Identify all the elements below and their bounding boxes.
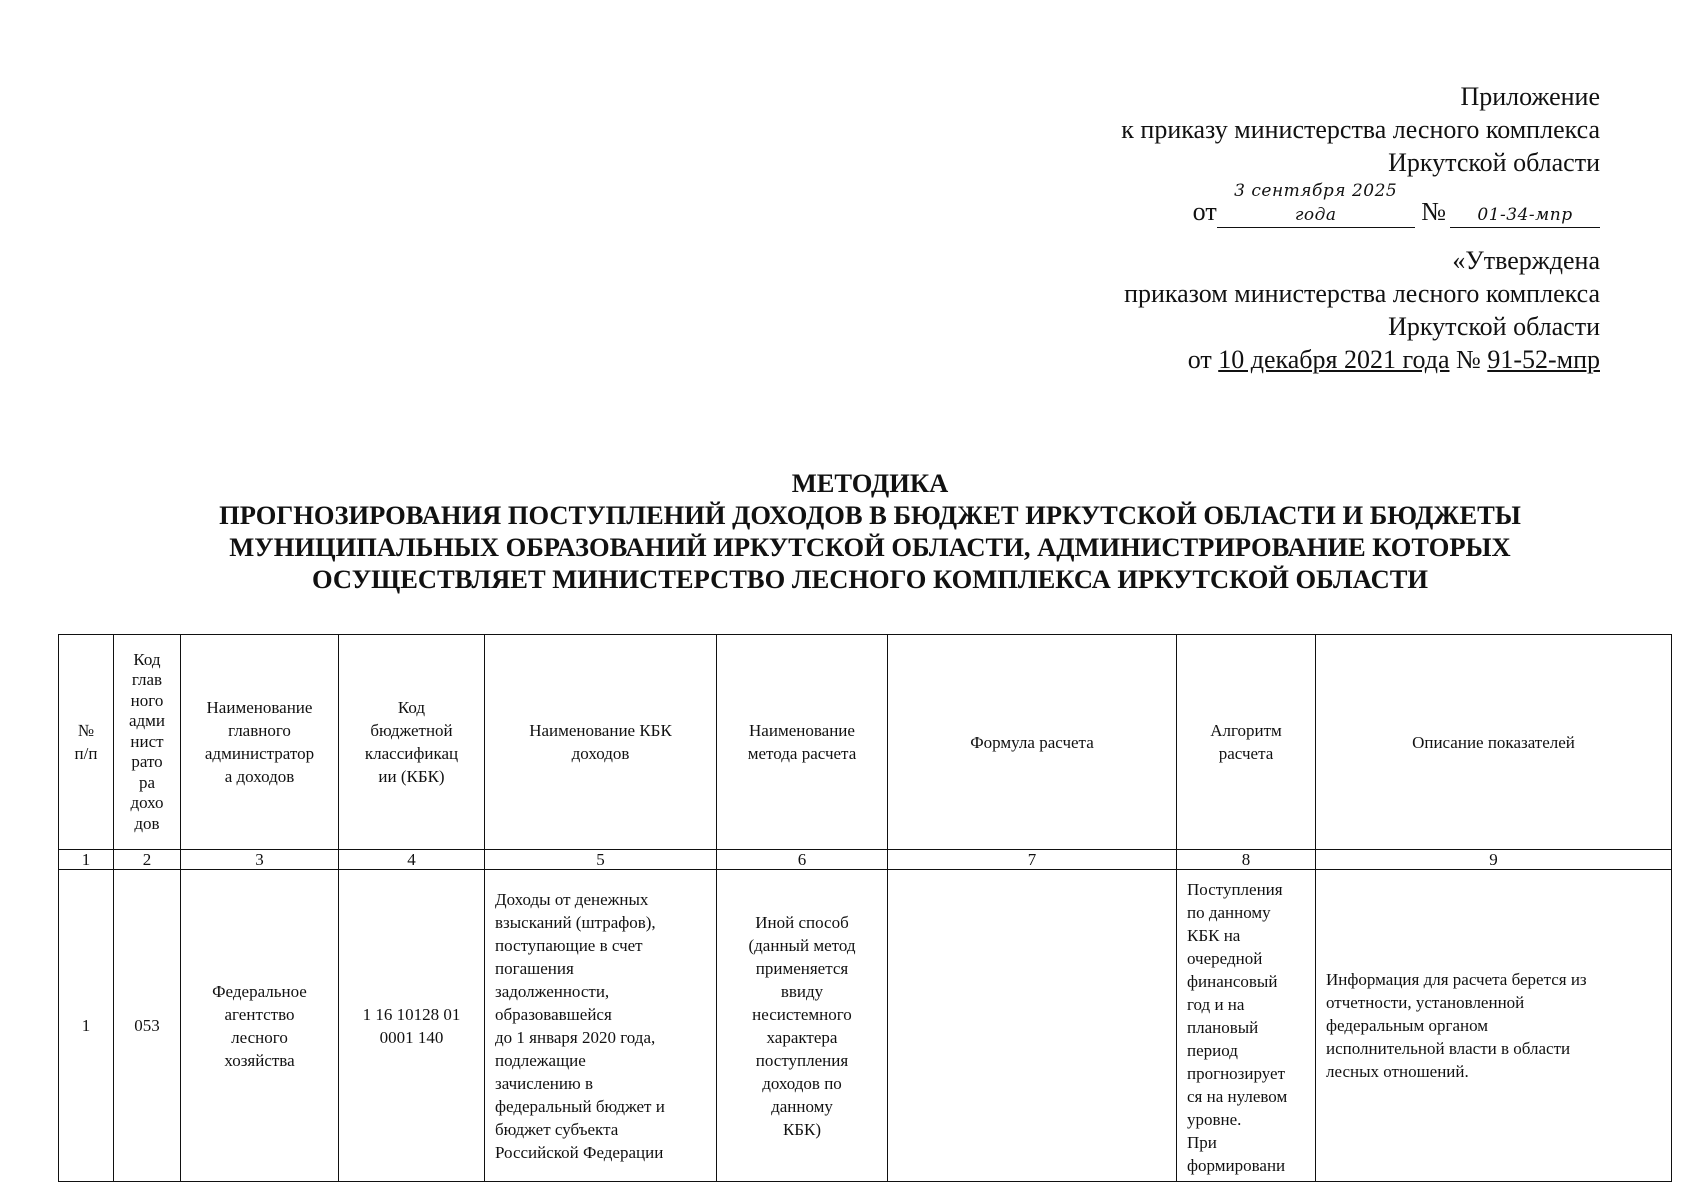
cell-text-line: формировани <box>1187 1156 1286 1175</box>
table-row <box>59 870 1672 1182</box>
row-number: 1 <box>59 870 114 1182</box>
cell-text-line: глав <box>131 670 163 690</box>
cell-text-line: Российской Федерации <box>495 1142 664 1162</box>
cell-text-line: КБК на <box>1187 926 1241 945</box>
cell-text-line: до 1 января 2020 года, <box>495 1027 656 1047</box>
cell-text-line: Наименование <box>749 721 855 740</box>
cell-text-line: классификац <box>364 744 459 763</box>
cell-text-line: метода расчета <box>747 744 857 763</box>
cell-text-line: несистемного <box>752 1004 852 1024</box>
cell-text-line: ввиду <box>780 981 824 1001</box>
cell-text-line: Алгоритм <box>1210 721 1282 740</box>
approved-date: 10 декабря 2021 года <box>1218 345 1450 374</box>
cell-text-line: Федеральное <box>212 981 307 1001</box>
title-line: МЕТОДИКА <box>791 468 949 498</box>
cell-text-line: характера <box>766 1027 838 1047</box>
date-prefix: от <box>1192 197 1217 226</box>
approved-number: 91-52-мпр <box>1487 345 1600 374</box>
handwritten-number: 01-34-мпр <box>1450 203 1600 228</box>
cell-text-line: ся на нулевом <box>1187 1087 1288 1106</box>
cell-text-line: ии (КБК) <box>378 767 445 786</box>
cell-text-line: бюджетной <box>370 721 453 740</box>
cell-text-line: финансовый <box>1187 972 1278 991</box>
cell-text-line: Поступления <box>1187 880 1283 899</box>
cell-text-line: Информация для расчета берется из <box>1326 970 1587 989</box>
methodology-table <box>58 634 1672 1182</box>
cell-text-line: нист <box>130 731 164 751</box>
approved-date-line <box>1000 343 1600 376</box>
cell-text-line: образовавшейся <box>495 1004 612 1024</box>
column-number: 9 <box>1316 850 1672 870</box>
cell-text-line: ра <box>138 772 156 792</box>
column-number: 7 <box>888 850 1177 870</box>
header-cell-method <box>717 635 888 850</box>
cell-text-line: п/п <box>74 744 98 763</box>
cell-text-line: ного <box>130 690 164 710</box>
header-cell-formula <box>888 635 1177 850</box>
approved-date-prefix: от <box>1187 345 1212 374</box>
table-header-row <box>59 635 1672 850</box>
column-number: 5 <box>485 850 717 870</box>
column-number: 3 <box>181 850 339 870</box>
header-cell-kbk-name <box>485 635 717 850</box>
cell-text-line: главного <box>228 721 291 740</box>
appendix-label: Приложение <box>1460 82 1600 111</box>
cell-text-line: агентство <box>224 1004 295 1024</box>
cell-text-line: федеральный бюджет и <box>495 1096 665 1116</box>
header-cell-kbk <box>339 635 485 850</box>
cell-text-line: поступления <box>755 1050 849 1070</box>
approved-label: «Утверждена <box>1452 246 1600 275</box>
cell-text-line: отчетности, установленной <box>1326 993 1525 1012</box>
cell-text-line: доходов по <box>762 1073 842 1093</box>
cell-text-line: расчета <box>1218 744 1274 763</box>
cell-text-line: хозяйства <box>224 1050 295 1070</box>
cell-text-line: данному <box>771 1096 833 1116</box>
cell-text-line: Иной способ <box>755 912 849 932</box>
order-date-line <box>1000 179 1600 228</box>
cell-text-line: задолженности, <box>495 981 610 1001</box>
header-cell-admin-name <box>181 635 339 850</box>
row-kbk-name <box>485 870 717 1182</box>
cell-text-line: № <box>77 721 95 740</box>
table-column-numbers-row <box>59 850 1672 870</box>
cell-text-line: Наименование <box>206 698 313 717</box>
cell-text-line: лесного <box>231 1027 288 1047</box>
cell-text-line: Формула расчета <box>970 732 1094 752</box>
approved-region-line: Иркутской области <box>1388 312 1600 341</box>
row-method <box>717 870 888 1182</box>
cell-text-line: уровне. <box>1187 1110 1242 1129</box>
column-number: 6 <box>717 850 888 870</box>
cell-text-line: подлежащие <box>495 1050 586 1070</box>
cell-text-line: дохо <box>130 793 164 813</box>
cell-text-line: очередной <box>1187 949 1263 968</box>
handwritten-date: 3 сентября 2025 года <box>1217 179 1415 228</box>
cell-text-line: исполнительной власти в области <box>1326 1039 1571 1058</box>
cell-text-line: Доходы от денежных <box>495 889 649 909</box>
cell-text-line: рато <box>131 752 163 772</box>
approved-number-prefix: № <box>1456 345 1481 374</box>
cell-text-line: применяется <box>755 958 849 978</box>
header-cell-algorithm <box>1177 635 1316 850</box>
cell-text-line: администратор <box>204 744 315 763</box>
column-number: 2 <box>114 850 181 870</box>
cell-text-line: доходов <box>571 744 630 763</box>
cell-text-line: бюджет субъекта <box>495 1119 619 1139</box>
cell-text-line: взысканий (штрафов), <box>495 912 656 932</box>
order-line: к приказу министерства лесного комплекса <box>1121 115 1600 144</box>
region-line: Иркутской области <box>1388 148 1600 177</box>
row-formula <box>888 870 1177 1182</box>
cell-text-line: погашения <box>495 958 574 978</box>
cell-text-line: период <box>1187 1041 1238 1060</box>
cell-text-line: 1 16 10128 01 <box>362 1004 461 1024</box>
cell-text-line: Наименование КБК <box>529 721 672 740</box>
approved-order-line: приказом министерства лесного комплекса <box>1124 279 1600 308</box>
document-title <box>80 467 1660 595</box>
column-number: 4 <box>339 850 485 870</box>
cell-text-line: КБК) <box>782 1119 822 1139</box>
cell-text-line: дов <box>134 813 160 833</box>
cell-text-line: Описание показателей <box>1412 732 1575 752</box>
row-admin-name <box>181 870 339 1182</box>
cell-text-line: поступающие в счет <box>495 935 643 955</box>
header-cell-number <box>59 635 114 850</box>
cell-text-line: При <box>1187 1133 1217 1152</box>
title-line: МУНИЦИПАЛЬНЫХ ОБРАЗОВАНИЙ ИРКУТСКОЙ ОБЛАСТИ, АДМИНИСТРИРОВАНИЕ КОТОРЫХ <box>229 532 1511 562</box>
number-prefix: № <box>1421 197 1446 226</box>
column-number: 1 <box>59 850 114 870</box>
cell-text-line: плановый <box>1187 1018 1259 1037</box>
cell-text-line: 0001 140 <box>379 1027 444 1047</box>
cell-text-line: лесных отношений. <box>1326 1062 1469 1081</box>
title-line: ПРОГНОЗИРОВАНИЯ ПОСТУПЛЕНИЙ ДОХОДОВ В БЮДЖЕТ ИРКУТСКОЙ ОБЛАСТИ И БЮДЖЕТЫ <box>219 500 1521 530</box>
cell-text-line: год и на <box>1187 995 1245 1014</box>
cell-text-line: по данному <box>1187 903 1271 922</box>
cell-text-line: прогнозирует <box>1187 1064 1286 1083</box>
cell-text-line: федеральным органом <box>1326 1016 1489 1035</box>
cell-text-line: зачислению в <box>495 1073 593 1093</box>
column-number: 8 <box>1177 850 1316 870</box>
title-line: ОСУЩЕСТВЛЯЕТ МИНИСТЕРСТВО ЛЕСНОГО КОМПЛЕКСА ИРКУТСКОЙ ОБЛАСТИ <box>311 564 1429 594</box>
row-description <box>1316 870 1672 1182</box>
cell-text-line: (данный метод <box>748 935 856 955</box>
row-kbk <box>339 870 485 1182</box>
row-admin-code: 053 <box>114 870 181 1182</box>
header-cell-description <box>1316 635 1672 850</box>
cell-text-line: Код <box>133 649 161 669</box>
row-algorithm <box>1177 870 1316 1182</box>
header-cell-admin-code <box>114 635 181 850</box>
cell-text-line: а доходов <box>224 767 295 786</box>
cell-text-line: Код <box>397 698 426 717</box>
cell-text-line: адми <box>128 711 166 731</box>
document-header <box>1000 80 1600 376</box>
